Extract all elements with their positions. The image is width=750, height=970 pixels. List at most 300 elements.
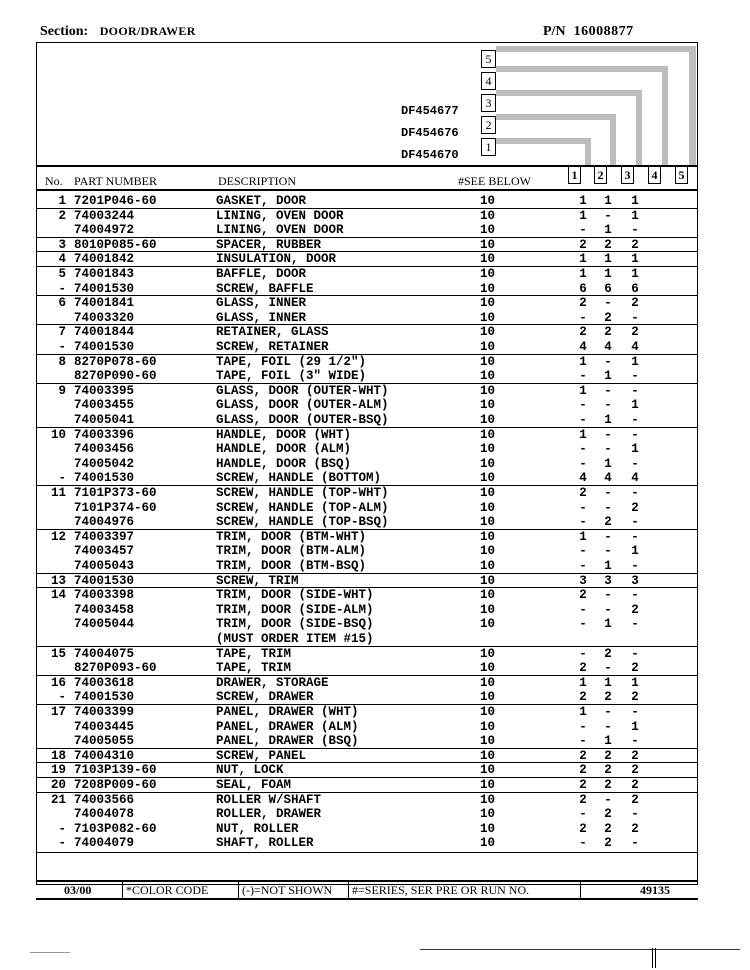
qty-series-1: 2 xyxy=(579,821,587,836)
qty-series-1: 2 xyxy=(579,792,587,807)
qty-series-3: 1 xyxy=(631,267,639,281)
group-separator xyxy=(36,762,698,763)
qty-series-3: 2 xyxy=(631,763,639,778)
description: TRIM, DOOR (BTM-BSQ) xyxy=(216,559,367,573)
part-number: 74001843 xyxy=(74,267,135,281)
see-below: 10 xyxy=(480,194,496,208)
see-below: 10 xyxy=(480,252,496,267)
description: ROLLER, DRAWER xyxy=(216,807,322,822)
table-row xyxy=(36,574,698,589)
footer-color-code: *COLOR CODE xyxy=(126,883,209,897)
part-number: 74001530 xyxy=(74,471,135,486)
item-number: 10 xyxy=(50,427,66,442)
see-below: 10 xyxy=(480,617,496,632)
qty-series-3: 1 xyxy=(631,252,639,267)
part-number: 8010P085-60 xyxy=(74,237,157,252)
table-row xyxy=(36,501,698,516)
group-separator xyxy=(36,587,698,588)
description: TAPE, FOIL (29 1/2") xyxy=(216,354,367,369)
part-number: 74003457 xyxy=(74,544,135,559)
qty-series-2: - xyxy=(604,705,612,719)
qty-series-2: 1 xyxy=(604,617,612,632)
qty-series-1: 4 xyxy=(579,340,587,354)
table-row xyxy=(36,734,698,749)
description: SCREW, RETAINER xyxy=(216,340,329,354)
qty-series-2: 2 xyxy=(604,807,612,822)
section-title xyxy=(40,24,196,40)
qty-series-3: 2 xyxy=(631,237,639,252)
description: LINING, OVEN DOOR xyxy=(216,223,344,238)
table-row xyxy=(36,442,698,457)
item-number: 9 xyxy=(58,383,66,398)
part-number: 74001530 xyxy=(74,340,135,354)
qty-series-1: 2 xyxy=(579,325,587,340)
qty-series-3: 4 xyxy=(631,340,639,354)
part-number: 74004075 xyxy=(74,646,135,661)
description: (MUST ORDER ITEM #15) xyxy=(216,632,374,646)
see-below: 10 xyxy=(480,778,496,792)
item-number: 17 xyxy=(50,705,66,719)
qty-series-1: 2 xyxy=(579,661,587,676)
qty-series-2: 2 xyxy=(604,310,612,325)
see-below: 10 xyxy=(480,719,496,734)
qty-series-2: - xyxy=(604,792,612,807)
group-separator xyxy=(36,646,698,647)
group-separator xyxy=(36,485,698,486)
group-separator xyxy=(36,529,698,530)
description: HANDLE, DOOR (ALM) xyxy=(216,442,352,457)
column-header-part: PART NUMBER xyxy=(74,174,157,188)
description: GASKET, DOOR xyxy=(216,194,307,208)
qty-series-2: 2 xyxy=(604,325,612,340)
item-number: 19 xyxy=(50,763,66,778)
qty-series-3: - xyxy=(631,515,639,530)
qty-series-3: - xyxy=(631,413,639,427)
qty-series-1: 1 xyxy=(579,675,587,690)
qty-series-3: - xyxy=(631,559,639,573)
see-below: 10 xyxy=(480,427,496,442)
see-below: 10 xyxy=(480,836,496,851)
series-box-4: 4 xyxy=(481,72,496,90)
table-row xyxy=(36,325,698,340)
item-number: 13 xyxy=(50,573,66,588)
part-number: 74003398 xyxy=(74,588,135,603)
series-column-3: 3 xyxy=(621,166,634,184)
item-number: - xyxy=(58,471,66,486)
qty-series-2: - xyxy=(604,661,612,676)
part-number: 74004078 xyxy=(74,807,135,822)
item-number: 21 xyxy=(50,792,66,807)
see-below: 10 xyxy=(480,369,496,384)
qty-series-2: 2 xyxy=(604,778,612,792)
see-below: 10 xyxy=(480,281,496,296)
item-number: 5 xyxy=(58,267,66,281)
qty-series-1: - xyxy=(579,602,587,617)
group-separator xyxy=(36,266,698,267)
description: TAPE, FOIL (3" WIDE) xyxy=(216,369,367,384)
table-row xyxy=(36,194,698,209)
table-row xyxy=(36,603,698,618)
part-number: 74004972 xyxy=(74,223,135,238)
description: ROLLER W/SHAFT xyxy=(216,792,322,807)
qty-series-1: 2 xyxy=(579,237,587,252)
description: GLASS, INNER xyxy=(216,310,307,325)
table-row xyxy=(36,588,698,603)
qty-series-3: - xyxy=(631,617,639,632)
qty-series-1: - xyxy=(579,836,587,851)
item-number: 18 xyxy=(50,748,66,763)
qty-series-1: 1 xyxy=(579,252,587,267)
description: TRIM, DOOR (SIDE-BSQ) xyxy=(216,617,374,632)
item-number: 14 xyxy=(50,588,66,603)
qty-series-2: 2 xyxy=(604,690,612,705)
qty-series-3: - xyxy=(631,705,639,719)
group-separator xyxy=(36,324,698,325)
qty-series-3: - xyxy=(631,807,639,822)
item-number: - xyxy=(58,836,66,851)
part-number: 7201P046-60 xyxy=(74,194,157,208)
qty-series-3: 2 xyxy=(631,602,639,617)
table-row xyxy=(36,486,698,501)
model-number: DF454677 xyxy=(401,104,459,118)
qty-series-1: 4 xyxy=(579,471,587,486)
see-below: 10 xyxy=(480,559,496,573)
qty-series-2: 4 xyxy=(604,340,612,354)
description: BAFFLE, DOOR xyxy=(216,267,307,281)
qty-series-1: 2 xyxy=(579,778,587,792)
table-row xyxy=(36,457,698,472)
part-number: 7101P373-60 xyxy=(74,486,157,500)
table-row xyxy=(36,398,698,413)
qty-series-2: 2 xyxy=(604,748,612,763)
qty-series-2: 2 xyxy=(604,821,612,836)
item-number: 8 xyxy=(58,354,66,369)
qty-series-3: - xyxy=(631,646,639,661)
qty-series-3: - xyxy=(631,734,639,749)
qty-series-2: - xyxy=(604,588,612,603)
see-below: 10 xyxy=(480,705,496,719)
see-below: 10 xyxy=(480,544,496,559)
table-end-rule xyxy=(36,852,698,853)
group-separator xyxy=(36,237,698,238)
see-below: 10 xyxy=(480,208,496,223)
qty-series-3: 2 xyxy=(631,325,639,340)
qty-series-3: 1 xyxy=(631,544,639,559)
part-number: 74004310 xyxy=(74,748,135,763)
series-column-4: 4 xyxy=(648,166,661,184)
qty-series-1: - xyxy=(579,734,587,749)
see-below: 10 xyxy=(480,807,496,822)
section-label: Section: xyxy=(40,24,89,39)
group-separator xyxy=(36,573,698,574)
qty-series-2: 1 xyxy=(604,413,612,427)
qty-series-3: 1 xyxy=(631,398,639,413)
description: TRIM, DOOR (SIDE-WHT) xyxy=(216,588,374,603)
qty-series-2: 1 xyxy=(604,223,612,238)
item-number: - xyxy=(58,281,66,296)
qty-series-1: 3 xyxy=(579,573,587,588)
part-number: 7103P082-60 xyxy=(74,821,157,836)
part-number: 8270P078-60 xyxy=(74,354,157,369)
item-number: 6 xyxy=(58,296,66,311)
item-number: - xyxy=(58,690,66,705)
series-box-3: 3 xyxy=(481,94,496,112)
description: LINING, OVEN DOOR xyxy=(216,208,344,223)
qty-series-3: 2 xyxy=(631,792,639,807)
qty-series-2: - xyxy=(604,500,612,515)
series-box-2: 2 xyxy=(481,116,496,134)
qty-series-1: 2 xyxy=(579,588,587,603)
item-number: - xyxy=(58,821,66,836)
group-separator xyxy=(36,251,698,252)
scan-artifact xyxy=(655,948,656,968)
part-number: 74003456 xyxy=(74,442,135,457)
see-below: 10 xyxy=(480,310,496,325)
qty-series-1: 1 xyxy=(579,267,587,281)
see-below: 10 xyxy=(480,223,496,238)
qty-series-1: - xyxy=(579,559,587,573)
qty-series-2: 1 xyxy=(604,252,612,267)
qty-series-1: - xyxy=(579,369,587,384)
qty-series-1: - xyxy=(579,500,587,515)
see-below: 10 xyxy=(480,442,496,457)
section-value: DOOR/DRAWER xyxy=(99,24,196,38)
qty-series-2: 1 xyxy=(604,675,612,690)
table-row xyxy=(36,822,698,837)
item-number: 1 xyxy=(58,194,66,208)
qty-series-1: - xyxy=(579,617,587,632)
part-number: 74004079 xyxy=(74,836,135,851)
qty-series-2: - xyxy=(604,602,612,617)
see-below: 10 xyxy=(480,398,496,413)
part-number: 8270P090-60 xyxy=(74,369,157,384)
qty-series-2: - xyxy=(604,383,612,398)
table-row xyxy=(36,340,698,355)
table-row xyxy=(36,311,698,326)
footer-series-note: #=SERIES, SER PRE OR RUN NO. xyxy=(352,883,530,897)
description: SHAFT, ROLLER xyxy=(216,836,314,851)
part-number: 7101P374-60 xyxy=(74,500,157,515)
description: SCREW, HANDLE (TOP-ALM) xyxy=(216,500,389,515)
table-row xyxy=(36,223,698,238)
part-number: 74005041 xyxy=(74,413,135,427)
pn-label: P/N xyxy=(543,24,566,39)
qty-series-2: 2 xyxy=(604,237,612,252)
table-row xyxy=(36,690,698,705)
group-separator xyxy=(36,792,698,793)
column-header-rule xyxy=(36,189,698,191)
qty-series-2: - xyxy=(604,486,612,500)
description: TAPE, TRIM xyxy=(216,661,292,676)
qty-series-2: 2 xyxy=(604,646,612,661)
model-number: DF454670 xyxy=(401,148,459,162)
description: DRAWER, STORAGE xyxy=(216,675,329,690)
description: TRIM, DOOR (SIDE-ALM) xyxy=(216,602,374,617)
qty-series-3: 1 xyxy=(631,354,639,369)
table-row xyxy=(36,676,698,691)
see-below: 10 xyxy=(480,515,496,530)
qty-series-1: - xyxy=(579,807,587,822)
part-number: 74005044 xyxy=(74,617,135,632)
group-separator xyxy=(36,354,698,355)
see-below: 10 xyxy=(480,486,496,500)
table-row xyxy=(36,369,698,384)
group-separator xyxy=(36,295,698,296)
see-below: 10 xyxy=(480,821,496,836)
description: PANEL, DRAWER (WHT) xyxy=(216,705,359,719)
item-number: 16 xyxy=(50,675,66,690)
qty-series-2: 1 xyxy=(604,369,612,384)
description: NUT, LOCK xyxy=(216,763,284,778)
qty-series-2: 1 xyxy=(604,734,612,749)
part-number: 74003397 xyxy=(74,529,135,544)
table-row xyxy=(36,749,698,764)
table-row xyxy=(36,559,698,574)
description: SCREW, HANDLE (TOP-BSQ) xyxy=(216,515,389,530)
part-number: 74005055 xyxy=(74,734,135,749)
see-below: 10 xyxy=(480,237,496,252)
qty-series-3: - xyxy=(631,223,639,238)
part-number: 74005043 xyxy=(74,559,135,573)
table-row xyxy=(36,428,698,443)
table-row xyxy=(36,530,698,545)
qty-series-2: - xyxy=(604,296,612,311)
series-column-1: 1 xyxy=(568,166,581,184)
description: HANDLE, DOOR (WHT) xyxy=(216,427,352,442)
qty-series-3: 1 xyxy=(631,675,639,690)
description: GLASS, INNER xyxy=(216,296,307,311)
qty-series-2: - xyxy=(604,354,612,369)
part-number: 74001530 xyxy=(74,690,135,705)
part-number: 74004976 xyxy=(74,515,135,530)
description: GLASS, DOOR (OUTER-BSQ) xyxy=(216,413,389,427)
item-number: 3 xyxy=(58,237,66,252)
table-row xyxy=(36,238,698,253)
see-below: 10 xyxy=(480,588,496,603)
qty-series-1: 2 xyxy=(579,748,587,763)
qty-series-3: 6 xyxy=(631,281,639,296)
table-row xyxy=(36,778,698,793)
table-row xyxy=(36,661,698,676)
table-row xyxy=(36,705,698,720)
footer-page-number: 49135 xyxy=(640,883,670,897)
see-below: 10 xyxy=(480,296,496,311)
table-row xyxy=(36,647,698,662)
part-number: 74003458 xyxy=(74,602,135,617)
qty-series-1: 1 xyxy=(579,383,587,398)
see-below: 10 xyxy=(480,340,496,354)
part-number: 74003566 xyxy=(74,792,135,807)
qty-series-1: - xyxy=(579,442,587,457)
qty-series-2: - xyxy=(604,398,612,413)
qty-series-1: 1 xyxy=(579,194,587,208)
see-below: 10 xyxy=(480,602,496,617)
item-number: 12 xyxy=(50,529,66,544)
description: HANDLE, DOOR (BSQ) xyxy=(216,456,352,471)
qty-series-1: 2 xyxy=(579,486,587,500)
part-number: 74003396 xyxy=(74,427,135,442)
part-number: 74003399 xyxy=(74,705,135,719)
table-row xyxy=(36,252,698,267)
table-row xyxy=(36,632,698,647)
part-number-header xyxy=(543,24,634,40)
item-number: 15 xyxy=(50,646,66,661)
part-number: 74001530 xyxy=(74,281,135,296)
qty-series-3: 2 xyxy=(631,778,639,792)
table-row xyxy=(36,282,698,297)
qty-series-3: 2 xyxy=(631,296,639,311)
table-row xyxy=(36,807,698,822)
part-number: 74005042 xyxy=(74,456,135,471)
qty-series-3: 2 xyxy=(631,500,639,515)
qty-series-2: 2 xyxy=(604,836,612,851)
qty-series-2: 1 xyxy=(604,267,612,281)
group-separator xyxy=(36,748,698,749)
qty-series-2: 4 xyxy=(604,471,612,486)
qty-series-1: 2 xyxy=(579,763,587,778)
qty-series-2: 6 xyxy=(604,281,612,296)
table-row xyxy=(36,267,698,282)
qty-series-2: - xyxy=(604,208,612,223)
item-number: - xyxy=(58,340,66,354)
series-box-5: 5 xyxy=(481,50,496,68)
item-number: 2 xyxy=(58,208,66,223)
part-number: 7103P139-60 xyxy=(74,763,157,778)
qty-series-3: - xyxy=(631,369,639,384)
qty-series-2: - xyxy=(604,529,612,544)
qty-series-3: 2 xyxy=(631,690,639,705)
see-below: 10 xyxy=(480,267,496,281)
table-row xyxy=(36,355,698,370)
qty-series-3: - xyxy=(631,836,639,851)
group-separator xyxy=(36,383,698,384)
description: PANEL, DRAWER (ALM) xyxy=(216,719,359,734)
qty-series-1: 1 xyxy=(579,354,587,369)
description: SCREW, BAFFLE xyxy=(216,281,314,296)
table-row xyxy=(36,544,698,559)
column-header-description: DESCRIPTION xyxy=(218,174,297,188)
table-row xyxy=(36,515,698,530)
series-box-1: 1 xyxy=(481,138,496,156)
description: SCREW, DRAWER xyxy=(216,690,314,705)
qty-series-1: - xyxy=(579,223,587,238)
part-number: 74001530 xyxy=(74,573,135,588)
part-number: 74003618 xyxy=(74,675,135,690)
see-below: 10 xyxy=(480,792,496,807)
group-separator xyxy=(36,427,698,428)
qty-series-1: - xyxy=(579,398,587,413)
item-number: 7 xyxy=(58,325,66,340)
part-number: 74003455 xyxy=(74,398,135,413)
qty-series-3: 1 xyxy=(631,719,639,734)
qty-series-1: - xyxy=(579,646,587,661)
qty-series-1: 1 xyxy=(579,427,587,442)
see-below: 10 xyxy=(480,456,496,471)
see-below: 10 xyxy=(480,763,496,778)
see-below: 10 xyxy=(480,413,496,427)
scan-artifact xyxy=(652,948,653,968)
description: SCREW, HANDLE (TOP-WHT) xyxy=(216,486,389,500)
see-below: 10 xyxy=(480,529,496,544)
series-column-2: 2 xyxy=(594,166,607,184)
footer-date: 03/00 xyxy=(64,883,92,897)
qty-series-3: 2 xyxy=(631,748,639,763)
see-below: 10 xyxy=(480,646,496,661)
see-below: 10 xyxy=(480,675,496,690)
group-separator xyxy=(36,675,698,676)
qty-series-3: - xyxy=(631,427,639,442)
qty-series-1: 1 xyxy=(579,208,587,223)
